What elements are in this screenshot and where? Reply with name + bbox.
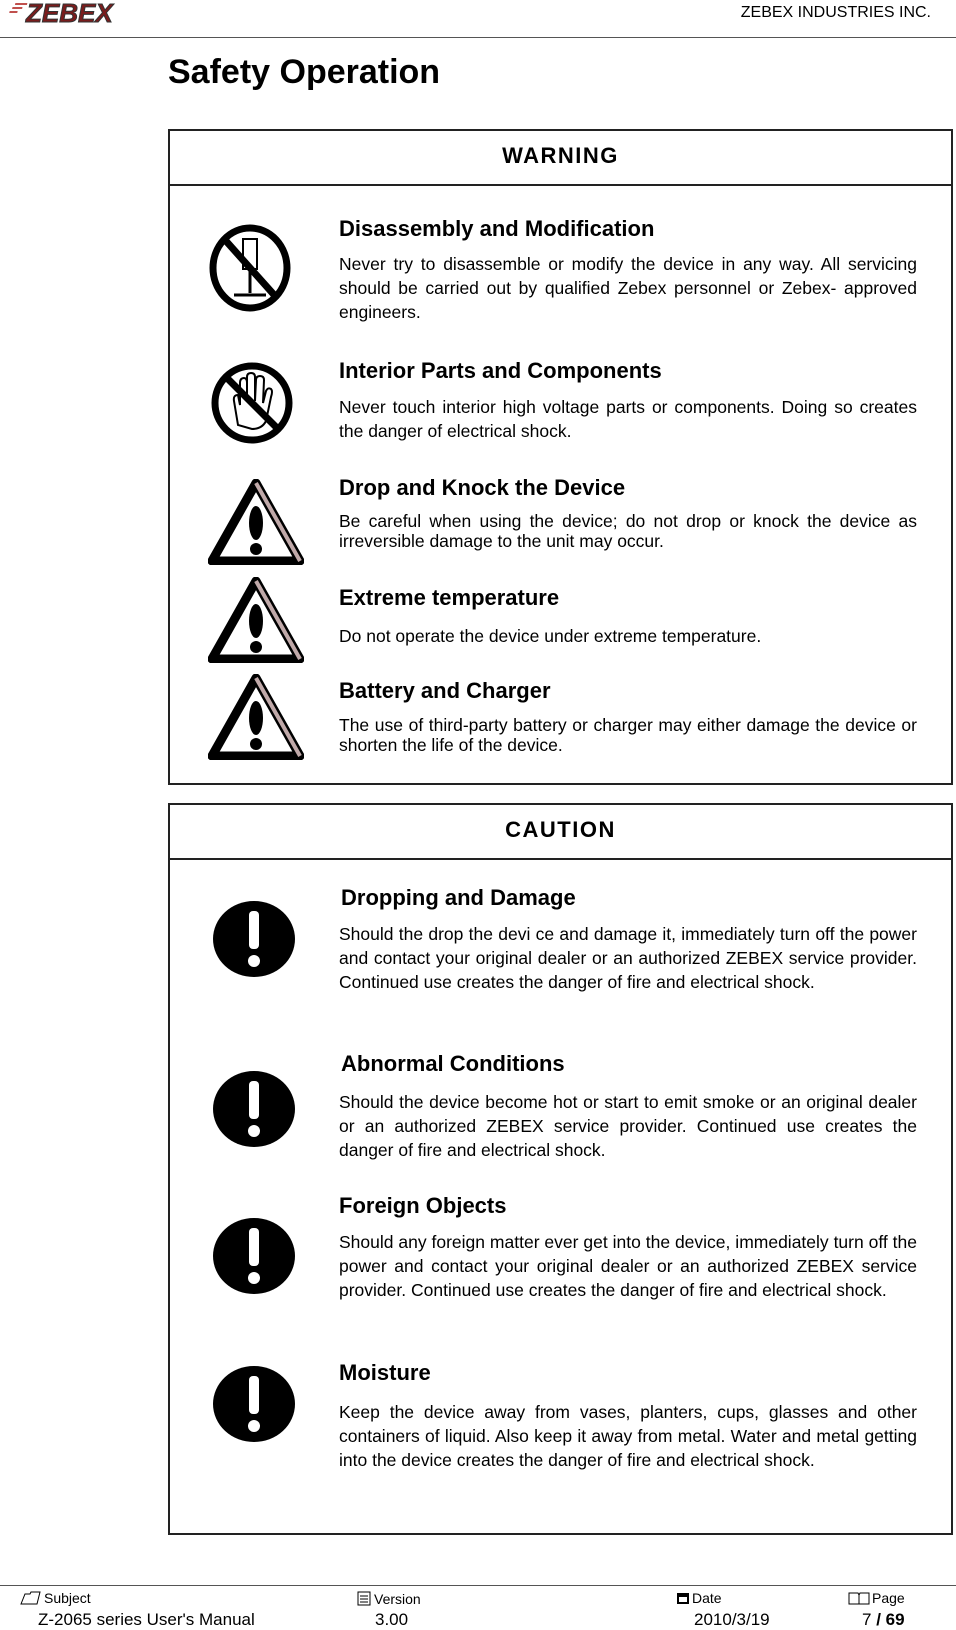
- book-icon: [848, 1591, 870, 1605]
- item-text: Do not operate the device under extreme temperature.: [339, 626, 762, 646]
- page-header: [0, 0, 956, 38]
- notepad-icon: [356, 1590, 372, 1606]
- exclamation-circle-icon: [212, 1070, 296, 1148]
- item-title: Abnormal Conditions: [341, 1051, 565, 1076]
- caution-heading: CAUTION: [170, 805, 951, 860]
- company-name: ZEBEX INDUSTRIES INC.: [740, 4, 931, 21]
- item-title: Interior Parts and Components: [339, 358, 662, 383]
- item-title: Moisture: [339, 1360, 431, 1385]
- subject-label: Subject: [44, 1590, 91, 1606]
- version-value: 3.00: [375, 1610, 409, 1629]
- page-current: 7: [862, 1610, 872, 1629]
- page-separator: /: [876, 1610, 881, 1629]
- page-total: 69: [885, 1610, 905, 1629]
- page-number: [862, 1610, 905, 1630]
- version-label: Version: [374, 1591, 421, 1607]
- item-title: Drop and Knock the Device: [339, 475, 626, 500]
- item-text: Should the drop the devi ce and damage it, immediately turn off the power and contact your original dealer or an authorized ZEBEX service provider. Continued use creates the danger of fire and electrical shock.: [339, 924, 917, 992]
- page-label-wrap: [848, 1590, 905, 1606]
- item-text: Should the device become hot or start to emit smoke or an original dealer or an authorized ZEBEX service provider. Continued use creates the danger of fire and electrical shock.: [339, 1092, 917, 1160]
- svg-text:ZEBEX: ZEBEX: [26, 0, 113, 26]
- subject-value: Z-2065 series User's Manual: [38, 1610, 255, 1629]
- warning-triangle-icon: [208, 479, 304, 565]
- item-title: Battery and Charger: [339, 678, 551, 703]
- item-title: Extreme temperature: [339, 585, 560, 610]
- page-title: Safety Operation: [168, 53, 441, 91]
- item-text: The use of third-party battery or charger may either damage the device or shorten the life of the device.: [339, 715, 917, 755]
- subject-label-wrap: [20, 1590, 91, 1606]
- item-title: Foreign Objects: [339, 1193, 507, 1218]
- warning-box: [168, 129, 953, 785]
- item-text: Never touch interior high voltage parts or components. Doing so creates the danger of electrical shock.: [339, 397, 917, 441]
- warning-triangle-icon: [208, 674, 304, 760]
- caution-box: [168, 803, 953, 1535]
- warning-heading: WARNING: [170, 131, 951, 186]
- item-text: Keep the device away from vases, planters, cups, glasses and other containers of liquid. Also keep it away from metal. Water and metal getting into the device creates the danger of fire and electrical shock.: [339, 1402, 917, 1470]
- exclamation-circle-icon: [212, 1217, 296, 1295]
- zebex-logo: [6, 0, 138, 26]
- item-text: Be careful when using the device; do not drop or knock the device as irreversible damage to the unit may occur.: [339, 511, 917, 551]
- no-touch-icon: [210, 361, 294, 445]
- warning-triangle-icon: [208, 577, 304, 663]
- exclamation-circle-icon: [212, 1365, 296, 1443]
- page-footer: [0, 1585, 956, 1629]
- item-title: Dropping and Damage: [341, 885, 576, 910]
- no-disassembly-icon: [208, 221, 292, 315]
- item-text: Should any foreign matter ever get into the device, immediately turn off the power and contact your original dealer or an authorized ZEBEX service provider. Continued use creates the danger of fire and electrical shock.: [339, 1232, 917, 1300]
- item-title: Disassembly and Modification: [339, 216, 655, 241]
- calendar-icon: [676, 1591, 690, 1605]
- date-label: Date: [692, 1590, 722, 1606]
- date-value: 2010/3/19: [694, 1610, 770, 1629]
- folder-icon: [20, 1591, 42, 1605]
- item-text: Never try to disassemble or modify the device in any way. All servicing should be carried out by qualified Zebex personnel or Zebex- approved engineers.: [339, 254, 917, 322]
- date-label-wrap: [676, 1590, 722, 1606]
- version-label-wrap: [356, 1590, 421, 1607]
- page-label: Page: [872, 1590, 905, 1606]
- exclamation-circle-icon: [212, 900, 296, 978]
